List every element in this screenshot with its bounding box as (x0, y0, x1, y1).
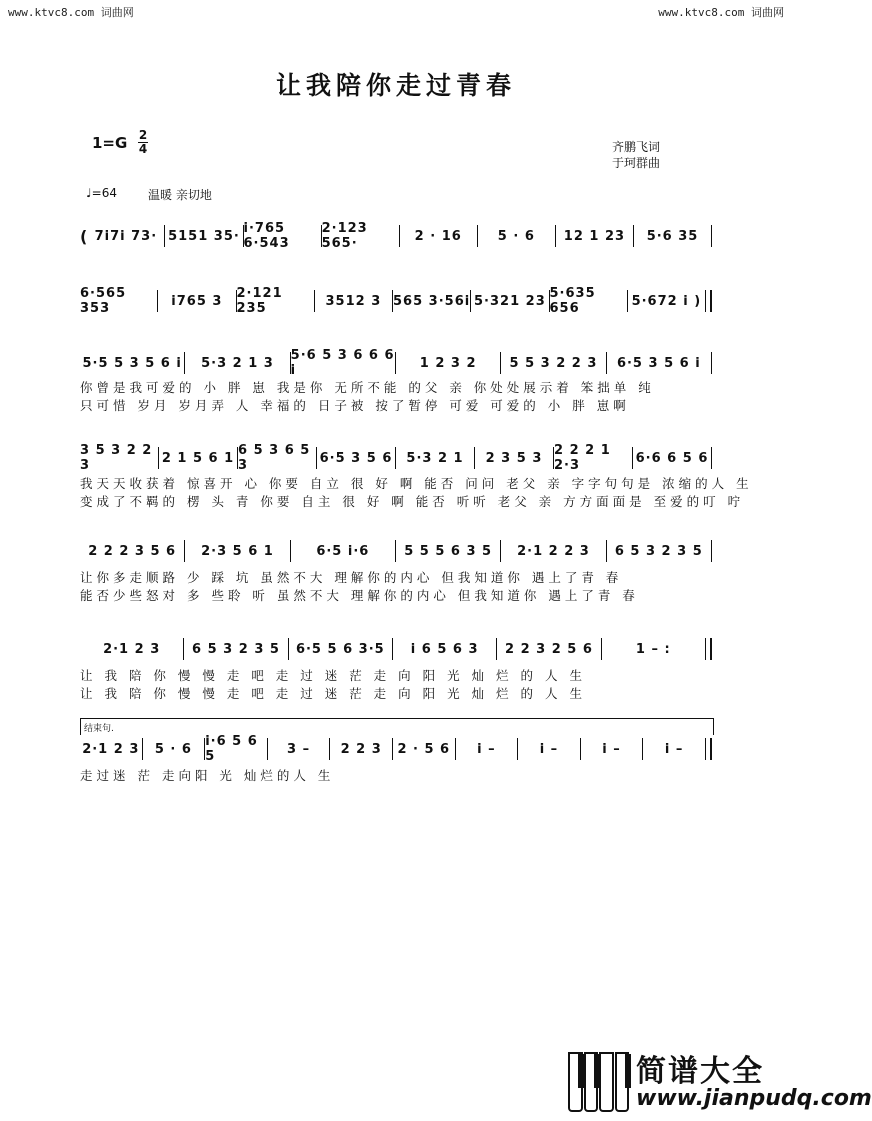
score-system (80, 638, 712, 660)
meter-bottom: 4 (138, 142, 148, 156)
measure: 5 5 3 2 2 3 (509, 355, 598, 371)
measure: 2·121 235 (236, 286, 283, 316)
measure: i·765 6·543 (243, 221, 290, 251)
meter-top: 2 (138, 128, 148, 142)
barline (711, 447, 712, 469)
ending-label: 结束句. (84, 724, 114, 734)
lyric-line: 让 我 陪 你 慢 慢 走 吧 走 过 迷 茫 走 向 阳 光 灿 烂 的 人 生 (80, 668, 586, 683)
lyric-line: 能否少些怒对 多 些聆 听 虽然不大 理解你的内心 但我知道你 遇上了青 春 (80, 588, 639, 603)
score-system (80, 443, 712, 473)
measure: 12 1 23 (563, 228, 626, 244)
barline (705, 290, 712, 312)
measure: 6·5 i·6 (316, 543, 370, 559)
measure: 1 2 3 2 (419, 355, 477, 371)
lyricist-credit: 齐鹏飞词 (612, 140, 661, 154)
measure: i765 3 (171, 293, 223, 309)
song-title: 让我陪你走过青春 (275, 71, 516, 100)
barline (705, 638, 712, 660)
measure: i – (477, 741, 496, 757)
measure: 1 – : (635, 641, 671, 657)
time-signature (138, 129, 148, 156)
measure: 5151 35· (168, 228, 240, 244)
measure: 5·3 2 1 (406, 450, 464, 466)
measure: 5·6 35 (646, 228, 699, 244)
measure: 3 – (287, 741, 311, 757)
measure: 6·5 5 6 3·5 (295, 641, 385, 657)
barline (711, 225, 712, 247)
measure: 2 3 5 3 (485, 450, 543, 466)
measure: 2 2 3 (340, 741, 382, 757)
composer-credit: 于珂群曲 (612, 156, 661, 170)
measure: i – (539, 741, 559, 757)
measure: 2·123 565· (321, 221, 368, 251)
measure: 5·672 i ) (631, 293, 702, 309)
measure: 5 · 6 (497, 228, 535, 244)
measure: 2·1 2 2 3 (517, 543, 590, 559)
measure: 6·565 353 (80, 286, 127, 316)
measure: i – (664, 741, 684, 757)
repeat-paren: ( (80, 226, 88, 246)
score-system (80, 221, 712, 251)
measure: 2 2 2 1 2·3 (554, 443, 611, 473)
lyric-line: 变成了不羁的 楞 头 青 你要 自主 很 好 啊 能否 听听 老父 亲 方方面面是 至爱的叮 咛 (80, 494, 745, 509)
barline (705, 738, 712, 760)
measure: 5·5 5 3 5 6 i (82, 355, 182, 371)
measure: 6·5 3 5 6 (319, 450, 393, 466)
measure: 3 5 3 2 2 3 (80, 443, 153, 473)
lyric-line: 只可惜 岁月 岁月弄 人 幸福的 日子被 按了暂停 可爱 可爱的 小 胖 崽啊 (80, 398, 630, 413)
measure: 2 · 5 6 (397, 741, 451, 757)
measure: 7i7i 73· (94, 228, 158, 244)
lyric-line: 你曾是我可爱的 小 胖 崽 我是你 无所不能 的父 亲 你处处展示着 笨拙单 纯 (80, 380, 655, 395)
score-system (80, 540, 712, 562)
lyric-line: 我天天收获着 惊喜开 心 你要 自立 很 好 啊 能否 问问 老父 亲 字字句句是 浓缩的人 生 (80, 476, 753, 491)
logo-url: www.jianpudq.com (636, 1086, 872, 1111)
piano-keys-icon (568, 1052, 630, 1112)
lyric-line: 让 我 陪 你 慢 慢 走 吧 走 过 迷 茫 走 向 阳 光 灿 烂 的 人 生 (80, 686, 586, 701)
measure: 6 5 3 2 3 5 (614, 543, 703, 559)
logo-name: 简谱大全 (636, 1054, 764, 1089)
measure: 565 3·56i (393, 293, 471, 309)
measure: i 6 5 6 3 (410, 641, 479, 657)
barline (711, 352, 712, 374)
measure: 5·6 5 3 6 6 6 i (290, 348, 395, 378)
measure: 6 5 3 2 3 5 (192, 641, 280, 657)
measure: 5·3 2 1 3 (201, 355, 274, 371)
tempo-marking: ♩=64 (86, 186, 117, 200)
measure: 2·1 2 3 (82, 741, 140, 757)
measure: 2 2 3 2 5 6 (505, 641, 593, 657)
measure: 5 5 5 6 3 5 (404, 543, 493, 559)
expression-marking: 温暖 亲切地 (148, 188, 212, 202)
site-watermark-left: www.ktvc8.com 词曲网 (8, 6, 134, 19)
lyric-line: 让你多走顺路 少 踩 坑 虽然不大 理解你的内心 但我知道你 遇上了青 春 (80, 570, 623, 585)
score-system (80, 286, 712, 316)
measure: 2 1 5 6 1 (161, 450, 235, 466)
measure: 2 2 2 3 5 6 (88, 543, 177, 559)
measure: i – (602, 741, 621, 757)
ending-bracket (80, 718, 714, 735)
measure: 6·5 3 5 6 i (616, 355, 701, 371)
score-system (80, 348, 712, 378)
score-system (80, 734, 712, 764)
measure: 2·3 5 6 1 (201, 543, 274, 559)
measure: i·6 5 6 5 (205, 734, 258, 764)
measure: 6 5 3 6 5 3 (238, 443, 311, 473)
measure: 2 · 16 (414, 228, 462, 244)
lyric-line: 走过迷 茫 走向阳 光 灿烂的人 生 (80, 768, 335, 783)
jianpudq-logo (568, 1046, 872, 1118)
barline (711, 540, 712, 562)
measure: 2·1 2 3 (103, 641, 161, 657)
measure: 6·6 6 5 6 (635, 450, 709, 466)
measure: 5·321 23 (474, 293, 546, 309)
measure: 5·635 656 (549, 286, 596, 316)
key-signature: 1=G (92, 134, 128, 152)
measure: 3512 3 (325, 293, 382, 309)
measure: 5 · 6 (154, 741, 192, 757)
site-watermark-right: www.ktvc8.com 词曲网 (658, 6, 784, 19)
